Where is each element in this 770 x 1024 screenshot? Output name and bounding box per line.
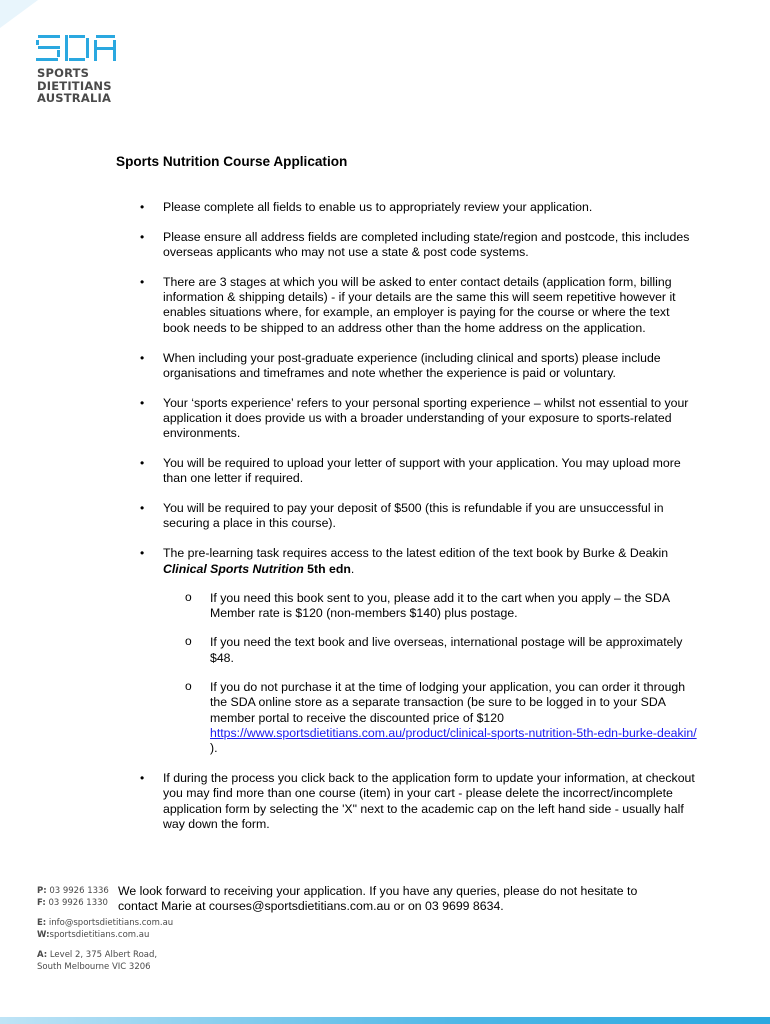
logo-wordmark xyxy=(37,67,112,105)
email-label: E: xyxy=(37,918,47,929)
logo-line-dietitians: DIETITIANS xyxy=(37,78,112,93)
book-edition: 5th edn xyxy=(303,561,351,576)
circle-bullet-icon: o xyxy=(185,679,192,694)
list-item xyxy=(118,396,698,442)
list-item-end: . xyxy=(350,561,355,576)
circle-bullet-icon: o xyxy=(185,634,192,649)
list-item-text: There are 3 stages at which you will be asked to enter contact details (application form, billing information & shipping details) - if your details are the same this will seem repetitive however it enables situations where, for example, an employer is paying for the course or where the text book needs to be shipped to an address other than the home address on the application. xyxy=(163,274,676,335)
sub-list-item xyxy=(163,680,698,756)
sub-list-item-end: ). xyxy=(210,741,218,756)
closing-paragraph: We look forward to receiving your application. If you have any queries, please do not hesitate to contact Marie at courses@sportsdietitians.com.au or on 03 9699 8634. xyxy=(118,884,638,914)
list-item-text: When including your post-graduate experience (including clinical and sports) please include organisations and timeframes and note whether the experience is paid or voluntary. xyxy=(163,350,661,380)
list-item xyxy=(118,275,698,336)
address-line-2: South Melbourne VIC 3206 xyxy=(37,961,151,972)
page-title: Sports Nutrition Course Application xyxy=(116,154,348,169)
instruction-list xyxy=(118,200,698,832)
list-item xyxy=(118,200,698,215)
bullet-icon: • xyxy=(140,274,145,289)
circle-bullet-icon: o xyxy=(185,589,192,604)
list-item-text: You will be required to pay your deposit of $500 (this is refundable if you are unsuccessful in securing a place in this course). xyxy=(163,501,664,531)
list-item-text: The pre-learning task requires access to the latest edition of the text book by Burke & Deakin xyxy=(163,546,669,561)
sub-list-item-text: If you need the text book and live overseas, international postage will be approximately $48. xyxy=(210,635,683,665)
address-line-1: Level 2, 375 Albert Road, xyxy=(49,950,158,961)
sub-list-item xyxy=(163,635,698,666)
list-item-text: If during the process you click back to the application form to update your information, at checkout you may find more than one course (item) in your cart - please delete the incorrect/incomplete application form by selecting the 'X" next to the academic cap on the left hand side - usually half way down the form. xyxy=(163,771,695,831)
list-item-text: Your ‘sports experience’ refers to your personal sporting experience – whilst not essential to your application it does provide us with a broader understanding of your exposure to sports-related environments. xyxy=(163,395,689,441)
sub-list-item-text: If you need this book sent to you, please add it to the cart when you apply – the SDA Member rate is $120 (non-members $140) plus postage. xyxy=(210,590,670,621)
fax-label: F: xyxy=(37,897,46,908)
bullet-icon: • xyxy=(140,456,145,471)
bullet-icon: • xyxy=(140,350,145,365)
email-value: info@sportsdietitians.com.au xyxy=(48,918,174,929)
phone-label: P: xyxy=(37,886,47,896)
address-label: A: xyxy=(37,950,48,961)
bullet-icon: • xyxy=(140,771,145,786)
fax-value: 03 9926 1330 xyxy=(48,897,108,908)
logo-line-sports: SPORTS xyxy=(37,66,90,80)
list-item xyxy=(118,501,698,532)
sda-logo-icon xyxy=(36,34,118,64)
bullet-icon: • xyxy=(140,200,145,214)
web-label: W: xyxy=(37,929,50,940)
list-item xyxy=(118,456,698,487)
sub-list-item xyxy=(163,591,698,622)
logo-line-australia: AUSTRALIA xyxy=(37,91,112,105)
list-item xyxy=(118,351,698,382)
web-value: sportsdietitians.com.au xyxy=(49,929,150,940)
contact-details xyxy=(37,886,173,974)
bullet-icon: • xyxy=(140,501,145,516)
phone-value: 03 9926 1336 xyxy=(49,886,109,896)
list-item xyxy=(118,771,698,832)
bullet-icon: • xyxy=(140,395,145,410)
book-title: Clinical Sports Nutrition xyxy=(163,561,304,576)
list-item xyxy=(118,230,698,261)
store-product-link[interactable]: https://www.sportsdietitians.com.au/product/clinical-sports-nutrition-5th-edn-burke-deakin/ xyxy=(210,725,697,740)
instructions xyxy=(118,200,698,847)
page-corner-triangle xyxy=(0,0,40,30)
list-item xyxy=(118,546,698,756)
bullet-icon: • xyxy=(140,229,145,244)
list-item-text: You will be required to upload your letter of support with your application. You may upload more than one letter if required. xyxy=(163,456,681,486)
sub-list-item-text: If you do not purchase it at the time of lodging your application, you can order it through the SDA online store as a separate transaction (be sure to be logged in to your SDA member portal to receive the discounted price of $120 xyxy=(210,680,686,725)
bullet-icon: • xyxy=(140,546,145,561)
list-item-text: Please complete all fields to enable us to appropriately review your application. xyxy=(163,200,593,214)
sub-list xyxy=(163,591,698,757)
footer-band xyxy=(0,1017,770,1024)
list-item-text: Please ensure all address fields are completed including state/region and postcode, this includes overseas applicants who may not use a state & post code systems. xyxy=(163,229,690,260)
